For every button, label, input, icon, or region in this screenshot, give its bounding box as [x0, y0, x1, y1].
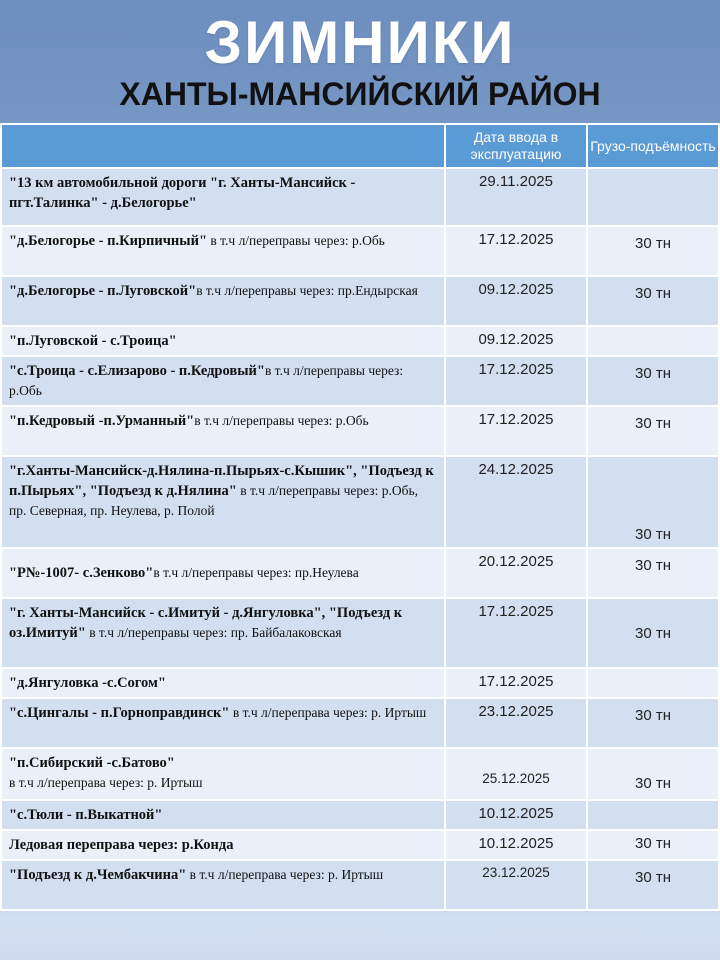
road-cell	[1, 860, 445, 910]
capacity-cell: 30 тн	[587, 276, 719, 326]
table-row	[1, 860, 719, 910]
road-name: "с.Тюли - п.Выкатной"	[9, 807, 163, 823]
road-cell	[1, 406, 445, 456]
road-note: в т.ч л/переправы через: р.Обь, пр. Северная, пр. Неулева, р. Полой	[9, 483, 419, 518]
road-name: "д.Белогорье - п.Луговской"	[9, 283, 197, 299]
road-name: "п.Кедровый -п.Урманный"	[9, 413, 195, 429]
capacity-cell: 30 тн	[587, 406, 719, 456]
header-date: Дата ввода в эксплуатацию	[445, 124, 587, 168]
date-cell: 10.12.2025	[445, 830, 587, 860]
table-row	[1, 326, 719, 356]
date-cell: 17.12.2025	[445, 598, 587, 668]
capacity-cell: 30 тн	[587, 356, 719, 406]
page-title: ЗИМНИКИ	[204, 9, 516, 76]
road-note: в т.ч л/переправы через: р.Обь	[207, 233, 385, 248]
date-cell: 29.11.2025	[445, 168, 587, 226]
road-cell	[1, 326, 445, 356]
capacity-cell	[587, 800, 719, 830]
road-name: "Р№-1007- с.Зенково"	[9, 565, 154, 581]
capacity-cell	[587, 168, 719, 226]
road-name: "д.Янгуловка -с.Согом"	[9, 675, 166, 691]
road-name: "г.Ханты-Мансийск-д.Нялина-п.Пырьях-с.Кышик", "Подъезд к п.Пырьях", "Подъезд к д.Нялина"	[9, 463, 434, 499]
date-cell: 10.12.2025	[445, 800, 587, 830]
table-row	[1, 456, 719, 548]
road-name: "Подъезд к д.Чембакчина"	[9, 867, 187, 883]
road-cell	[1, 356, 445, 406]
table-row	[1, 748, 719, 800]
road-name: "п.Сибирский -с.Батово"	[9, 755, 175, 771]
road-note: в т.ч л/переправы через: пр. Байбалаковская	[85, 625, 342, 640]
table-row	[1, 168, 719, 226]
table-row	[1, 668, 719, 698]
table-row	[1, 598, 719, 668]
date-cell: 23.12.2025	[445, 860, 587, 910]
winter-roads-table	[0, 123, 720, 911]
road-name: Ледовая переправа через: р.Конда	[9, 837, 234, 853]
road-note: в т.ч л/переправы через: пр.Ендырская	[196, 283, 418, 298]
road-note: в т.ч л/переправы через: р.Обь	[9, 363, 404, 398]
capacity-cell: 30 тн	[587, 456, 719, 548]
road-cell	[1, 456, 445, 548]
capacity-cell: 30 тн	[587, 598, 719, 668]
capacity-cell: 30 тн	[587, 860, 719, 910]
road-name: "г. Ханты-Мансийск - с.Имитуй - д.Янгуловка", "Подъезд к оз.Имитуй"	[9, 605, 403, 641]
road-cell	[1, 800, 445, 830]
road-name: "с.Троица - с.Елизарово - п.Кедровый"	[9, 363, 265, 379]
road-cell	[1, 668, 445, 698]
road-cell	[1, 548, 445, 598]
road-note: в т.ч л/переправа через: р. Иртыш	[186, 867, 384, 882]
capacity-cell: 30 тн	[587, 830, 719, 860]
road-cell	[1, 830, 445, 860]
table-header-row	[1, 124, 719, 168]
table-row	[1, 800, 719, 830]
road-cell	[1, 168, 445, 226]
road-name: "д.Белогорье - п.Кирпичный"	[9, 233, 208, 249]
road-note: в т.ч л/переправы через: пр.Неулева	[153, 565, 359, 580]
road-note: в т.ч л/переправа через: р. Иртыш	[9, 775, 203, 790]
table-row	[1, 276, 719, 326]
road-name: "13 км автомобильной дороги "г. Ханты-Мансийск - пгт.Талинка" - д.Белогорье"	[9, 175, 356, 211]
capacity-cell: 30 тн	[587, 548, 719, 598]
page-subtitle: ХАНТЫ-МАНСИЙСКИЙ РАЙОН	[119, 76, 601, 112]
date-cell: 24.12.2025	[445, 456, 587, 548]
table-row	[1, 830, 719, 860]
capacity-cell	[587, 326, 719, 356]
road-note: в т.ч л/переправа через: р. Иртыш	[229, 705, 427, 720]
date-cell: 17.12.2025	[445, 406, 587, 456]
road-cell	[1, 276, 445, 326]
header-road	[1, 124, 445, 168]
road-cell	[1, 598, 445, 668]
capacity-cell: 30 тн	[587, 698, 719, 748]
road-name: "п.Луговской - с.Троица"	[9, 333, 177, 349]
table-row	[1, 356, 719, 406]
date-cell: 25.12.2025	[445, 748, 587, 800]
road-cell	[1, 698, 445, 748]
date-cell: 17.12.2025	[445, 356, 587, 406]
road-name: "с.Цингалы - п.Горноправдинск"	[9, 705, 230, 721]
road-cell	[1, 748, 445, 800]
road-note: в т.ч л/переправы через: р.Обь	[194, 413, 369, 428]
header-capacity: Грузо-подъёмность	[587, 124, 719, 168]
capacity-cell: 30 тн	[587, 748, 719, 800]
table-row	[1, 698, 719, 748]
date-cell: 17.12.2025	[445, 668, 587, 698]
capacity-cell: 30 тн	[587, 226, 719, 276]
date-cell: 23.12.2025	[445, 698, 587, 748]
table-row	[1, 548, 719, 598]
date-cell: 09.12.2025	[445, 326, 587, 356]
table-row	[1, 226, 719, 276]
road-cell	[1, 226, 445, 276]
date-cell: 20.12.2025	[445, 548, 587, 598]
date-cell: 17.12.2025	[445, 226, 587, 276]
capacity-cell	[587, 668, 719, 698]
date-cell: 09.12.2025	[445, 276, 587, 326]
table-row	[1, 406, 719, 456]
